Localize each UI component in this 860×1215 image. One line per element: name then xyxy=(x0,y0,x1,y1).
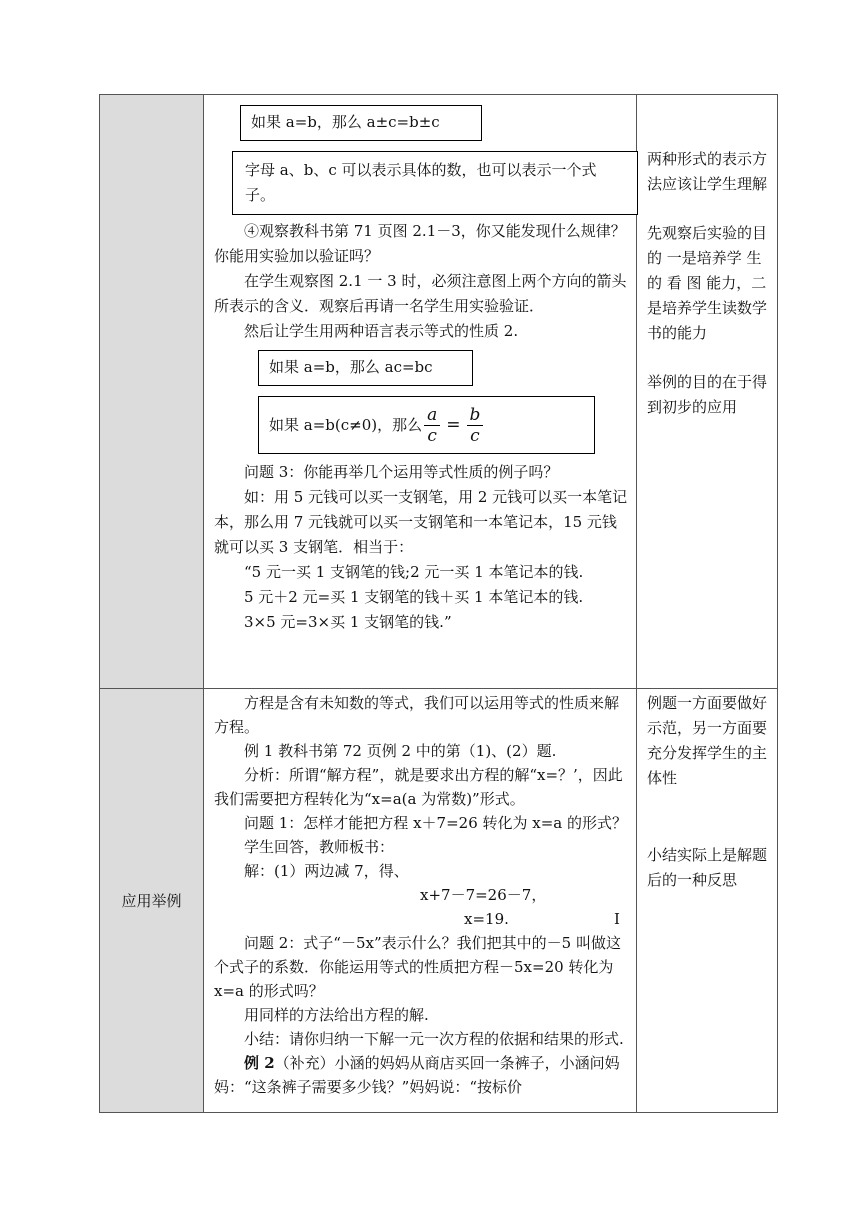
property-2-division-box xyxy=(258,396,595,454)
table-row xyxy=(100,95,778,689)
notes-cell xyxy=(637,95,778,689)
quote-line: 3×5 元=3×买 1 支钢笔的钱.” xyxy=(244,613,452,631)
denominator: c xyxy=(427,425,437,446)
paragraph: 方程是含有未知数的等式，我们可以运用等式的性质来解方程。 xyxy=(214,694,620,736)
paragraph: 然后让学生用两种语言表示等式的性质 2. xyxy=(244,322,519,340)
example-2-paragraph xyxy=(214,1051,628,1099)
notes-cell xyxy=(637,689,778,1113)
table-row xyxy=(100,689,778,1113)
paragraph: 问题 3：你能再举几个运用等式性质的例子吗？ xyxy=(244,463,559,481)
division-rule-text: 如果 a=b(c≠0)，那么 xyxy=(269,416,423,434)
paragraph: 解：(1）两边减 7，得、 xyxy=(244,862,409,880)
quote-line: “5 元一买 1 支钢笔的钱;2 元一买 1 本笔记本的钱. xyxy=(244,563,584,581)
paragraph: 如：用 5 元钱可以买一支钢笔，用 2 元钱可以买一本笔记本，那么用 7 元钱就可以买一支钢笔和一本笔记本，15 元钱就可以买 3 支钢笔．相当于： xyxy=(214,488,628,556)
calculation-result: x=19. xyxy=(464,910,509,928)
content-cell xyxy=(204,95,637,689)
design-note: 小结实际上是解题后的一种反思 xyxy=(647,846,768,889)
paragraph: 问题 2：式子“－5x”表示什么？我们把其中的－5 叫做这个式子的系数．你能运用等式的性质把方程－5x=20 转化为 x=a 的形式吗？ xyxy=(214,934,621,1000)
paragraph: 在学生观察图 2.1 一 3 时，必须注意图上两个方向的箭头所表示的含义．观察后再请一名学生用实验验证． xyxy=(214,272,627,315)
design-note: 先观察后实验的目的 一是培养学 生 的 看 图 能力，二是培养学生读数学书的能力 xyxy=(647,224,768,342)
numerator: a xyxy=(424,405,440,426)
letters-note-box: 字母 a、b、c 可以表示具体的数，也可以表示一个式子。 xyxy=(232,151,638,215)
fraction-b-over-c xyxy=(467,405,484,446)
design-note: 例题一方面要做好示范，另一方面要充分发挥学生的主体性 xyxy=(647,694,768,787)
lesson-plan-table xyxy=(99,94,778,1113)
property-2-box: 如果 a=b，那么 ac=bc xyxy=(258,350,473,386)
row-label-cell xyxy=(100,689,204,1113)
row-label: 应用举例 xyxy=(121,892,182,910)
paragraph: ④观察教科书第 71 页图 2.1－3，你又能发现什么规律？你能用实验加以验证吗？ xyxy=(214,222,626,265)
design-note: 举例的目的在于得到初步的应用 xyxy=(647,373,768,416)
property-1-box: 如果 a=b，那么 a±c=b±c xyxy=(240,105,482,141)
calculation-line xyxy=(214,907,628,931)
numerator: b xyxy=(467,405,484,426)
paragraph: 小结：请你归纳一下解一元一次方程的依据和结果的形式. xyxy=(244,1030,624,1048)
example-text: （补充）小涵的妈妈从商店买回一条裤子，小涵问妈妈：“这条裤子需要多少钱？”妈妈说：“按标价 xyxy=(214,1054,620,1096)
denominator: c xyxy=(470,425,480,446)
row-label-cell xyxy=(100,95,204,689)
paragraph: 例 1 教科书第 72 页例 2 中的第（1)、(2）题. xyxy=(244,742,557,760)
equals-sign: = xyxy=(446,415,461,435)
paragraph: 分析：所谓“解方程”，就是要求出方程的解“x=？’，因此我们需要把方程转化为“x=a(a 为常数)”形式。 xyxy=(214,766,623,808)
paragraph: 用同样的方法给出方程的解. xyxy=(244,1006,429,1024)
calculation-line: x+7－7=26－7， xyxy=(420,886,547,904)
text-cursor-icon: I xyxy=(614,910,620,928)
design-note: 两种形式的表示方法应该让学生理解 xyxy=(647,150,768,193)
fraction-a-over-c xyxy=(424,405,440,446)
content-cell xyxy=(204,689,637,1113)
example-label: 例 2 xyxy=(244,1054,275,1072)
paragraph: 问题 1：怎样才能把方程 x＋7=26 转化为 x=a 的形式？ xyxy=(244,814,628,832)
quote-line: 5 元＋2 元=买 1 支钢笔的钱＋买 1 本笔记本的钱. xyxy=(244,588,584,606)
paragraph: 学生回答，教师板书： xyxy=(244,838,395,856)
